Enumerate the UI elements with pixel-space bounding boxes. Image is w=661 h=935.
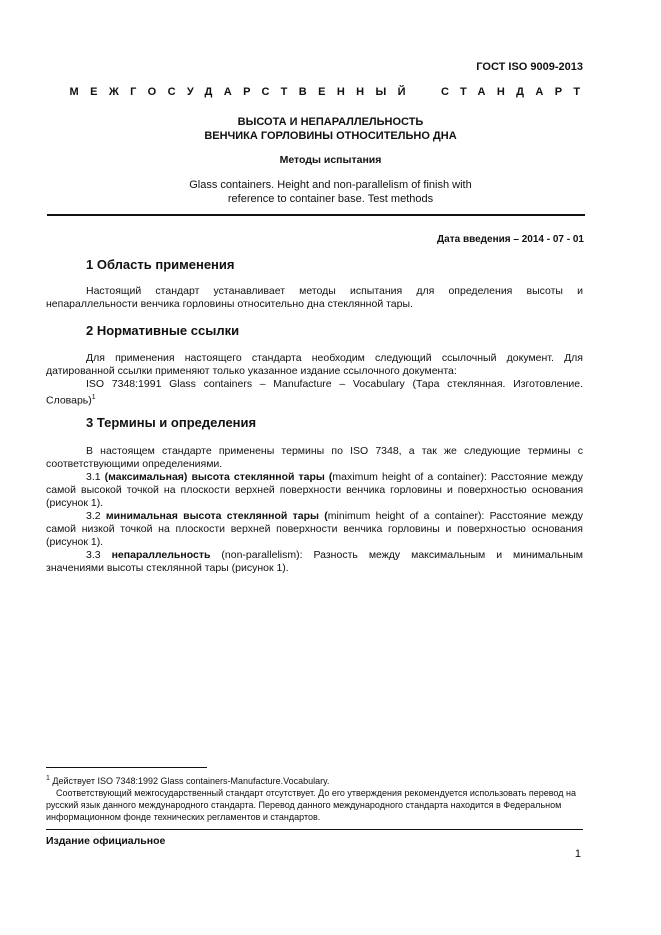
footnote-text-1: Действует ISO 7348:1992 Glass containers-Manufacture.Vocabulary. [49, 776, 330, 786]
term-3-1 [46, 471, 583, 510]
interstate-standard-banner [0, 86, 661, 98]
section-3-intro: В настоящем стандарте применены термины по ISO 7348, а так же следующие термины с соответствующими определениями. [46, 445, 583, 470]
edition-label: Издание официальное [46, 835, 166, 847]
section-3-heading: 3 Термины и определения [86, 415, 257, 430]
section-1-heading: 1 Область применения [86, 257, 235, 272]
term-3-3-definition: (non-parallelism): Разность между максимальным и минимальным значениями высоты стеклянной тары (рисунок 1). [46, 549, 584, 574]
section-3-body [46, 445, 583, 575]
section-1-body [46, 285, 583, 311]
term-3-3-name: непараллельность [111, 549, 211, 561]
page-number: 1 [574, 848, 581, 860]
footnote-divider [46, 767, 207, 768]
title-line-2: ВЕНЧИКА ГОРЛОВИНЫ ОТНОСИТЕЛЬНО ДНА [204, 130, 457, 142]
english-title [0, 179, 661, 206]
title-divider [47, 214, 585, 216]
term-3-2-definition: minimum height of a container): Расстояние между самой низкой точкой на плоскости верхней поверхности венчика горловины и поверхностью основания (рисунок 1). [46, 510, 583, 548]
footnote [46, 773, 583, 823]
term-3-2-number: 3.2 [86, 510, 101, 522]
term-3-2 [46, 510, 583, 549]
footnote-mark: 1 [91, 394, 96, 401]
footnote-text-2: Соответствующий межгосударственный стандарт отсутствует. До его утверждения рекомендуется использовать перевод на русский язык данного международного стандарта. Перевод данного международного стандарта находится в Федеральном информационном фонде технических регламентов и стандартов. [46, 788, 576, 822]
standard-word: СТАНДАРТ [440, 86, 592, 98]
term-3-1-definition: maximum height of a container): Расстояние между самой высокой точкой на плоскости верхней поверхности венчика горловины и поверхностью основания (рисунок 1). [46, 471, 584, 509]
interstate-word: МЕЖГОСУДАРСТВЕННЫЙ [69, 86, 417, 98]
section-2-text-1: Для применения настоящего стандарта необходим следующий ссылочный документ. Для датированной ссылки применяют только указанное издание ссылочного документа: [46, 352, 583, 377]
term-3-1-name: (максимальная) высота стеклянной тары ( [104, 471, 333, 483]
document-title [0, 115, 661, 143]
introduction-date: Дата введения – 2014 - 07 - 01 [437, 234, 584, 245]
title-line-1: ВЫСОТА И НЕПАРАЛЛЕЛЬНОСТЬ [237, 116, 424, 128]
term-3-3 [46, 549, 583, 575]
english-title-line-1: Glass containers. Height and non-parallelism of finish with [189, 179, 472, 191]
footer-divider [46, 829, 583, 830]
english-title-line-2: reference to container base. Test methods [227, 192, 434, 205]
document-subtitle: Методы испытания [279, 154, 382, 166]
section-2-body [46, 352, 583, 408]
term-3-2-name: минимальная высота стеклянной тары ( [105, 510, 328, 522]
section-1-text: Настоящий стандарт устанавливает методы испытания для определения высоты и непараллельности венчика горловины относительно дна стеклянной тары. [46, 285, 583, 310]
reference-text: ISO 7348:1991 Glass containers – Manufacture – Vocabulary (Тара стеклянная. Изготовление. Словарь) [46, 378, 583, 407]
section-2-heading: 2 Нормативные ссылки [86, 323, 240, 338]
term-3-3-number: 3.3 [86, 549, 101, 561]
footnote-number: 1 [46, 775, 50, 782]
term-3-1-number: 3.1 [86, 471, 101, 483]
section-2-reference [46, 378, 583, 408]
document-code: ГОСТ ISO 9009-2013 [476, 61, 583, 73]
footnote-line-1 [46, 773, 583, 787]
